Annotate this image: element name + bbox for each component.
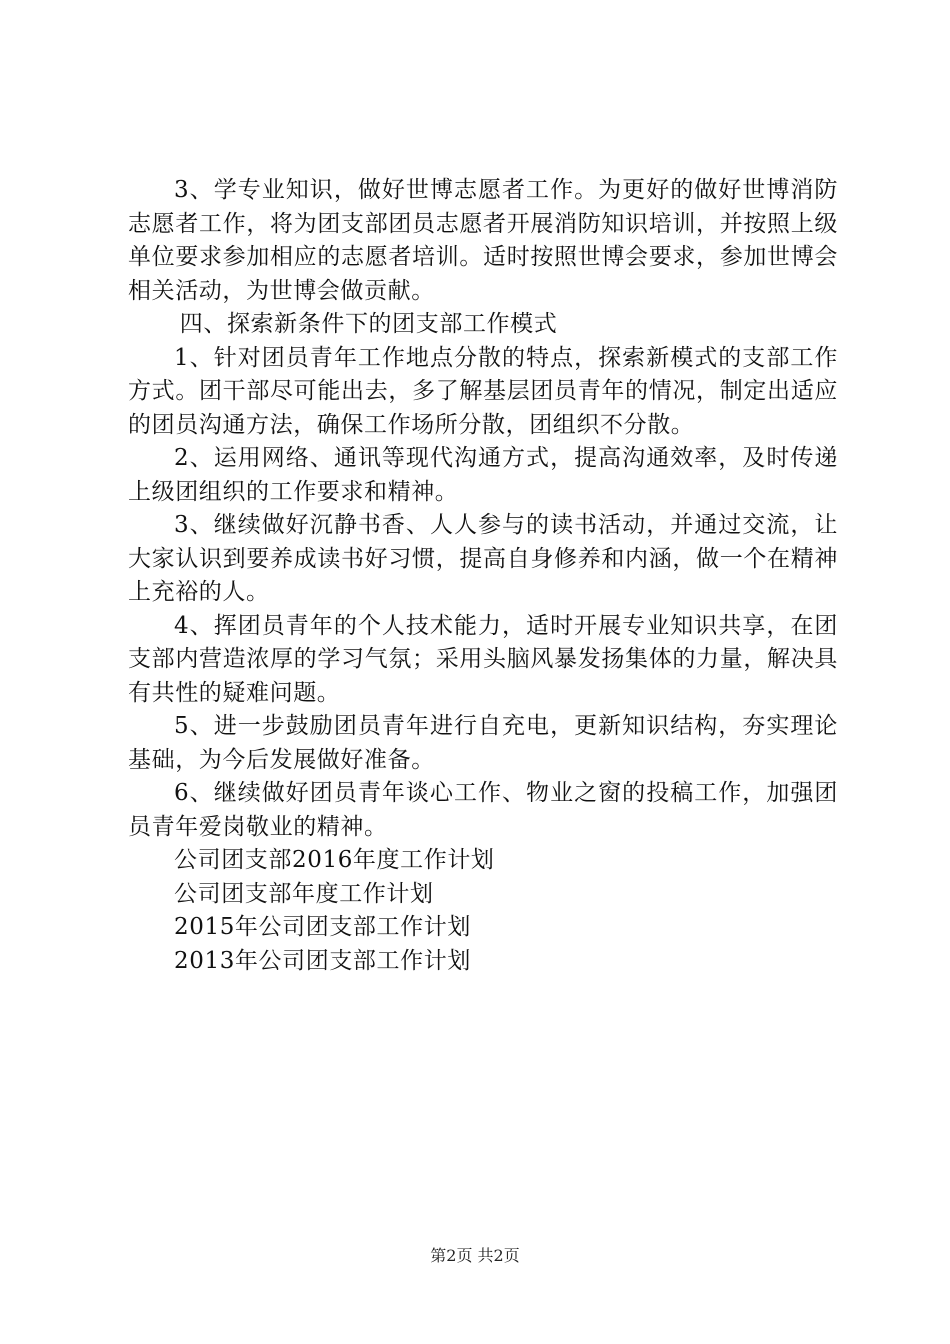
section-heading: 四、探索新条件下的团支部工作模式	[179, 311, 558, 337]
list-item: 4、挥团员青年的个人技术能力，适时开展专业知识共享，在团支部内营造浓厚的学习气氛；采用头脑风暴发扬集体的力量，解决具有共性的疑难问题。	[128, 612, 838, 706]
related-link[interactable]: 2015年公司团支部工作计划	[174, 914, 471, 940]
list-item: 5、进一步鼓励团员青年进行自充电，更新知识结构，夯实理论基础，为今后发展做好准备。	[128, 713, 838, 773]
related-link[interactable]: 公司团支部年度工作计划	[174, 880, 434, 907]
list-item: 3、继续做好沉静书香、人人参与的读书活动，并通过交流，让大家认识到要养成读书好习惯，提高自身修养和内涵，做一个在精神上充裕的人。	[128, 512, 838, 605]
document-body	[128, 174, 838, 978]
list-item: 6、继续做好团员青年谈心工作、物业之窗的投稿工作，加强团员青年爱岗敬业的精神。	[128, 780, 838, 840]
list-item: 1、针对团员青年工作地点分散的特点，探索新模式的支部工作方式。团干部尽可能出去，多了解基层团员青年的情况，制定出适应的团员沟通方法，确保工作场所分散，团组织不分散。	[128, 344, 838, 438]
related-link[interactable]: 2013年公司团支部工作计划	[174, 947, 471, 974]
page-number-footer: 第2页 共2页	[430, 1246, 520, 1265]
list-item: 2、运用网络、通讯等现代沟通方式，提高沟通效率，及时传递上级团组织的工作要求和精神。	[128, 445, 838, 505]
paragraph-volunteer: 3、学专业知识，做好世博志愿者工作。为更好的做好世博消防志愿者工作，将为团支部团员志愿者开展消防知识培训，并按照上级单位要求参加相应的志愿者培训。适时按照世博会要求，参加世博会相关活动，为世博会做贡献。	[128, 177, 838, 304]
related-link[interactable]: 公司团支部2016年度工作计划	[174, 847, 495, 873]
